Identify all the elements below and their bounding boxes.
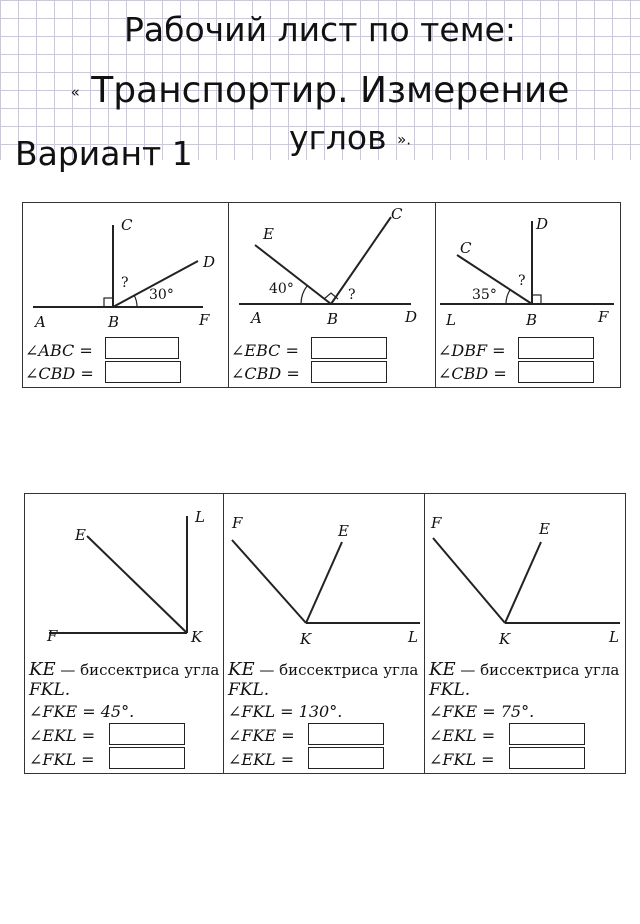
ray-ke (87, 536, 187, 633)
unknown-angle-mark: ? (348, 287, 356, 303)
answer-row-label: ∠CBD = (231, 364, 300, 383)
answer-box[interactable] (518, 337, 594, 359)
answer-row-label: ∠EKL = (29, 726, 96, 745)
point-d-label: D (536, 215, 549, 233)
point-k-label: K (300, 630, 312, 648)
ray-kf (433, 538, 505, 623)
answer-row-label: ∠CBD = (25, 364, 94, 383)
answer-box[interactable] (518, 361, 594, 383)
task-panel-6 (424, 493, 626, 774)
angle-name: FKL. (228, 680, 270, 700)
answer-row-label: ∠ABC = (25, 341, 93, 360)
ray-bc (331, 217, 391, 304)
title-line-1: Рабочий лист по теме: (123, 10, 517, 49)
quote-open: « (70, 83, 80, 101)
bisector-statement: KE — биссектриса угла (429, 659, 620, 680)
point-f-label: F (232, 514, 243, 532)
given-angle: ∠FKL = 130°. (228, 702, 343, 721)
angle-name: FKL. (429, 680, 471, 700)
right-angle-mark (104, 298, 113, 307)
point-b-label: B (526, 311, 538, 329)
point-f-label: F (47, 627, 58, 645)
point-l-label: L (609, 628, 619, 646)
ray-ke (306, 542, 342, 623)
title-line-2 (0, 70, 640, 111)
answer-row-label: ∠EKL = (429, 726, 496, 745)
right-angle-mark (532, 295, 541, 304)
unknown-angle-mark: ? (518, 273, 526, 289)
answer-box[interactable] (311, 337, 387, 359)
angle-arc (506, 290, 510, 304)
task-panel-4 (24, 493, 224, 774)
answer-row-label: ∠FKE = (228, 726, 295, 745)
answer-box[interactable] (509, 747, 585, 769)
bisector-statement: KE — биссектриса угла (29, 659, 220, 680)
point-k-label: K (191, 628, 203, 646)
task-panel-3 (435, 202, 621, 388)
point-l-label: L (408, 628, 418, 646)
point-f-label: F (199, 311, 210, 329)
point-b-label: B (108, 313, 120, 331)
answer-row-label: ∠CBD = (438, 364, 507, 383)
point-e-label: E (75, 526, 86, 544)
angle-value-label: 30° (149, 287, 174, 303)
answer-row-label: ∠FKL = (29, 750, 95, 769)
title-topic-end: углов (288, 118, 387, 157)
point-e-label: E (263, 225, 274, 243)
variant-label: Вариант 1 (15, 134, 193, 173)
answer-row-label: ∠EKL = (228, 750, 295, 769)
ray-kf (232, 540, 306, 623)
task-panel-1 (22, 202, 229, 388)
answer-box[interactable] (509, 723, 585, 745)
point-b-label: B (327, 310, 339, 328)
point-c-label: C (121, 216, 133, 234)
bisector-statement: KE — биссектриса угла (228, 659, 419, 680)
point-f-label: F (431, 514, 442, 532)
angle-value-label: 35° (472, 287, 497, 303)
angle-arc (301, 286, 307, 304)
unknown-angle-mark: ? (121, 275, 129, 291)
point-c-label: C (460, 239, 472, 257)
title-topic: Транспортир. Измерение (91, 70, 570, 111)
answer-box[interactable] (308, 723, 384, 745)
point-d-label: D (203, 253, 216, 271)
answer-box[interactable] (105, 361, 181, 383)
angle-arc (134, 295, 137, 307)
answer-box[interactable] (311, 361, 387, 383)
angle-name: FKL. (29, 680, 71, 700)
point-d-label: D (405, 308, 418, 326)
answer-row-label: ∠EBC = (231, 341, 299, 360)
angle-value-label: 40° (269, 281, 294, 297)
point-k-label: K (499, 630, 511, 648)
point-l-label: L (446, 311, 456, 329)
point-l-label: L (195, 508, 205, 526)
given-angle: ∠FKE = 45°. (29, 702, 135, 721)
answer-box[interactable] (109, 747, 185, 769)
task-panel-2 (228, 202, 436, 388)
point-e-label: E (338, 522, 349, 540)
point-a-label: A (35, 313, 46, 331)
answer-box[interactable] (109, 723, 185, 745)
answer-row-label: ∠FKL = (429, 750, 495, 769)
given-angle: ∠FKE = 75°. (429, 702, 535, 721)
point-e-label: E (539, 520, 550, 538)
quote-close: ». (397, 130, 412, 149)
ray-ke (505, 542, 541, 623)
answer-box[interactable] (308, 747, 384, 769)
answer-row-label: ∠DBF = (438, 341, 506, 360)
point-c-label: C (391, 205, 403, 223)
answer-box[interactable] (105, 337, 179, 359)
point-f-label: F (598, 308, 609, 326)
point-a-label: A (251, 309, 262, 327)
task-panel-5 (223, 493, 425, 774)
